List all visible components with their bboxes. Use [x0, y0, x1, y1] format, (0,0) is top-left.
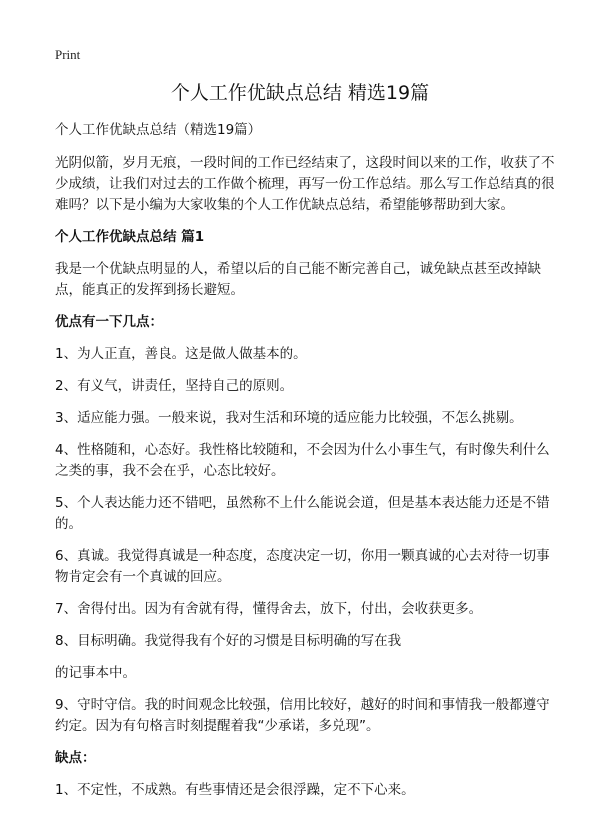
print-link[interactable]: Print: [55, 47, 81, 62]
list-item: 3、适应能力强。一般来说，我对生活和环境的适应能力比较强，不怎么挑剔。: [55, 410, 523, 426]
section-intro-paragraph: 我是一个优缺点明显的人，希望以后的自己能不断完善自己，诚免缺点甚至改掉缺点，能真正的发挥到扬长避短。: [55, 261, 541, 298]
article-subtitle: 个人工作优缺点总结（精选19篇）: [55, 122, 262, 138]
list-item: 5、个人表达能力还不错吧，虽然称不上什么能说会道，但是基本表达能力还是不错的。: [55, 495, 550, 532]
list-item: 1、为人正直，善良。这是做人做基本的。: [55, 346, 307, 362]
list-item: 9、守时守信。我的时间观念比较强，信用比较好，越好的时间和事情我一般都遵守约定。因为有句格言时刻提醒着我“少承诺，多兑现”。: [55, 697, 550, 734]
list-item: 4、性格随和，心态好。我性格比较随和，不会因为什么小事生气，有时像失利什么之类的事，我不会在乎，心态比较好。: [55, 442, 550, 479]
list-item: 2、有义气，讲责任，坚持自己的原则。: [55, 378, 294, 394]
section-heading: 个人工作优缺点总结 篇1: [55, 229, 205, 245]
list-item-continuation: 的记事本中。: [55, 665, 136, 681]
intro-paragraph: 光阴似箭，岁月无痕，一段时间的工作已经结束了，这段时间以来的工作，收获了不少成绩，让我们对过去的工作做个梳理，再写一份工作总结。那么写工作总结真的很难吗？以下是小编为大家收集的个人工作优缺点总结，希望能够帮助到大家。: [55, 155, 555, 213]
page-title: 个人工作优缺点总结 精选19篇: [170, 82, 430, 104]
weaknesses-heading: 缺点：: [55, 750, 96, 766]
list-item: 1、不定性，不成熟。有些事情还是会很浮躁，定不下心来。: [55, 782, 415, 798]
list-item: 8、目标明确。我觉得我有个好的习惯是目标明确的写在我: [55, 633, 402, 649]
article-body: [55, 120, 555, 812]
strengths-heading: 优点有一下几点：: [55, 314, 163, 330]
list-item: 7、舍得付出。因为有舍就有得，懂得舍去，放下，付出，会收获更多。: [55, 601, 483, 617]
list-item: 6、真诚。我觉得真诚是一种态度，态度决定一切，你用一颗真诚的心去对待一切事物肯定会有一个真诚的回应。: [55, 548, 550, 585]
